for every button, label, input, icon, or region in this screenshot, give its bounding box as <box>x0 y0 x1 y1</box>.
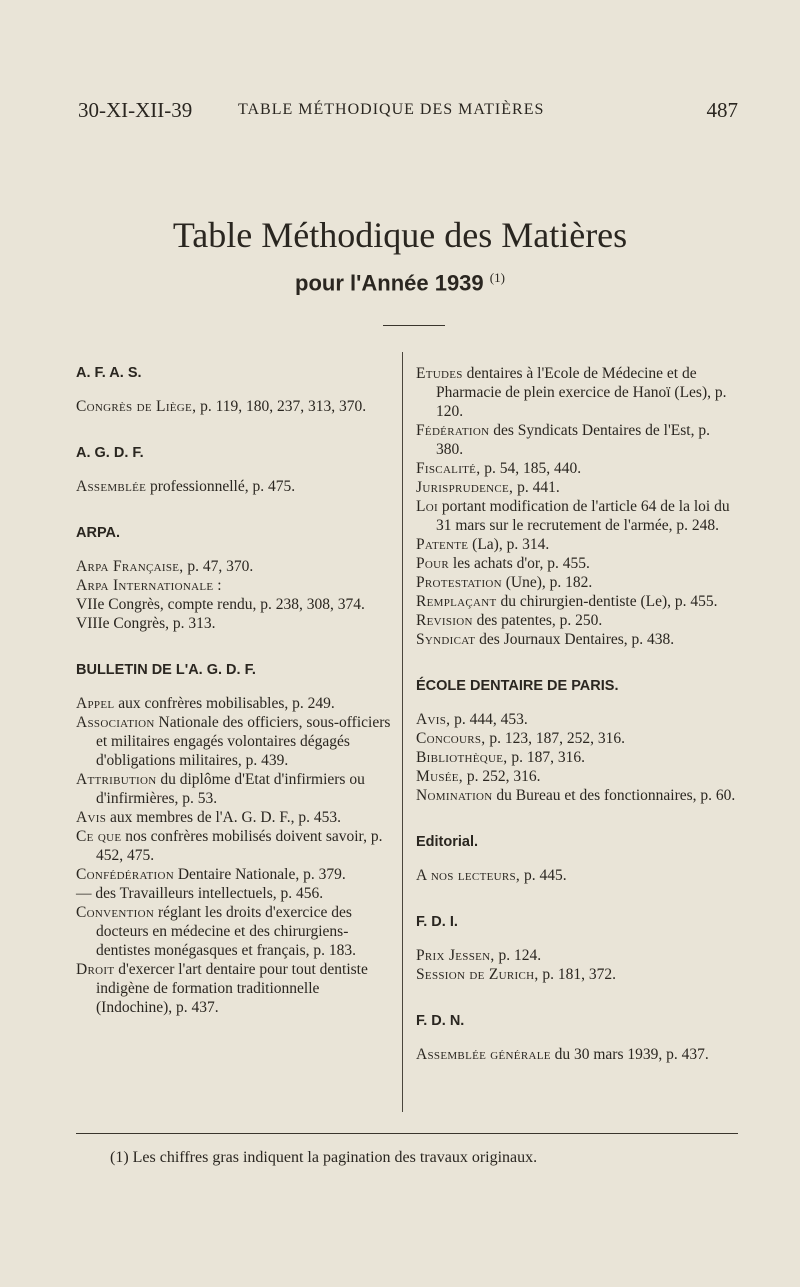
entry-text: portant modification de l'article 64 de la loi du 31 mars sur le recrutement de l'armée, p. 248. <box>436 498 730 534</box>
section-gap <box>416 1064 738 1072</box>
index-entry <box>416 710 738 729</box>
index-entry <box>416 421 738 459</box>
index-entry <box>76 694 394 713</box>
index-entry <box>76 884 394 903</box>
entry-text: p. 187, 316. <box>507 749 585 766</box>
entry-text: (La), p. 314. <box>468 536 550 553</box>
index-entry <box>416 946 738 965</box>
entry-keyword: Assemblée générale <box>416 1046 551 1063</box>
index-entry <box>76 865 394 884</box>
section-gap <box>76 416 394 424</box>
entry-keyword: Pour <box>416 555 450 572</box>
header-date: 30-XI-XII-39 <box>78 98 193 122</box>
entry-keyword: Droit <box>76 961 115 978</box>
section-heading: F. D. I. <box>416 914 458 930</box>
entry-text: des Syndicats Dentaires de l'Est, p. 380. <box>436 422 710 458</box>
entry-keyword: Musée, <box>416 768 463 785</box>
entry-keyword: Prix Jessen, <box>416 947 495 964</box>
entry-keyword: Avis, <box>416 711 451 728</box>
entry-keyword: Arpa Internationale <box>76 577 214 594</box>
entry-text: p. 124. <box>494 947 542 964</box>
entry-text: du Bureau et des fonctionnaires, p. 60. <box>492 787 736 804</box>
section-gap <box>416 984 738 992</box>
running-header <box>78 98 738 128</box>
entry-text: aux confrères mobilisables, p. 249. <box>114 695 335 712</box>
index-entry <box>416 1045 738 1064</box>
entry-keyword: Ce que <box>76 828 122 845</box>
entry-text: du chirurgien-dentiste (Le), p. 455. <box>496 593 718 610</box>
footnote-rule <box>76 1133 738 1134</box>
index-entry <box>76 713 394 770</box>
entry-text: VIIIe Congrès, p. 313. <box>76 615 216 632</box>
right-column <box>416 364 738 1072</box>
entry-keyword: Appel <box>76 695 115 712</box>
entry-keyword: Arpa Française, <box>76 558 184 575</box>
entry-keyword: Assemblée <box>76 478 147 495</box>
index-entry <box>416 573 738 592</box>
entry-text: du diplôme d'Etat d'infirmiers ou d'infirmières, p. 53. <box>96 771 365 807</box>
entry-keyword: Remplaçant <box>416 593 497 610</box>
section-gap <box>76 496 394 504</box>
entry-keyword: Confédération <box>76 866 174 883</box>
entry-keyword: Session de Zurich, <box>416 966 539 983</box>
entry-text: dentaires à l'Ecole de Médecine et de Pharmacie de plein exercice de Hanoï (Les), p. 120. <box>436 365 727 420</box>
index-entry <box>416 364 738 421</box>
entry-text: p. 47, 370. <box>183 558 254 575</box>
footnote: (1) Les chiffres gras indiquent la pagination des travaux originaux. <box>110 1149 538 1166</box>
entry-text: d'exercer l'art dentaire pour tout dentiste indigène de formation traditionnelle (Indochine), p. 437. <box>96 961 368 1016</box>
index-entry <box>76 595 394 614</box>
index-entry <box>76 557 394 576</box>
index-entry <box>76 827 394 865</box>
index-entry <box>416 611 738 630</box>
section-heading: ARPA. <box>76 525 121 541</box>
entry-keyword: Congrès de Liège, <box>76 398 197 415</box>
index-entry <box>416 497 738 535</box>
entry-keyword: A nos lecteurs, <box>416 867 521 884</box>
index-entry <box>76 808 394 827</box>
page-title: Table Méthodique des Matières <box>172 215 628 255</box>
entry-keyword: Loi <box>416 498 438 515</box>
index-entry <box>416 535 738 554</box>
entry-keyword: Avis <box>76 809 107 826</box>
entry-text: p. 123, 187, 252, 316. <box>485 730 625 747</box>
index-entry <box>76 576 394 595</box>
entry-text: aux membres de l'A. G. D. F., p. 453. <box>106 809 342 826</box>
index-entry <box>416 786 738 805</box>
entry-text: du 30 mars 1939, p. 437. <box>550 1046 709 1063</box>
section-gap <box>416 649 738 657</box>
index-entry <box>416 767 738 786</box>
index-entry <box>76 477 394 496</box>
subtitle-footnote-marker: (1) <box>489 270 505 285</box>
index-entry <box>416 965 738 984</box>
entry-keyword: Jurisprudence, <box>416 479 514 496</box>
index-entry <box>416 729 738 748</box>
index-entry <box>416 459 738 478</box>
entry-text: p. 444, 453. <box>450 711 528 728</box>
entry-text: les achats d'or, p. 455. <box>449 555 590 572</box>
entry-keyword: Association <box>76 714 155 731</box>
entry-keyword: Attribution <box>76 771 157 788</box>
index-entry <box>416 866 738 885</box>
section-heading: F. D. N. <box>416 1013 465 1029</box>
entry-keyword: Convention <box>76 904 155 921</box>
section-gap <box>416 885 738 893</box>
section-heading: A. F. A. S. <box>76 365 142 381</box>
index-entry <box>416 748 738 767</box>
section-gap <box>416 805 738 813</box>
entry-text: : <box>213 577 222 594</box>
entry-keyword: Fiscalité, <box>416 460 481 477</box>
entry-keyword: Nomination <box>416 787 493 804</box>
entry-text: Dentaire Nationale, p. 379. <box>173 866 346 883</box>
entry-keyword: Fédération <box>416 422 490 439</box>
header-running-title: TABLE MÉTHODIQUE DES MATIÈRES <box>238 101 545 118</box>
entry-text: p. 445. <box>520 867 567 884</box>
section-gap <box>76 1017 394 1025</box>
entry-keyword: Concours, <box>416 730 486 747</box>
page-subtitle <box>0 270 800 296</box>
entry-keyword: Etudes <box>416 365 463 382</box>
column-divider <box>402 352 403 1112</box>
section-heading: BULLETIN DE L'A. G. D. F. <box>76 662 256 678</box>
index-entry <box>76 770 394 808</box>
entry-text: Nationale des officiers, sous-officiers et militaires engagés volontaires dégagés d'obligations militaires, p. 439. <box>96 714 391 769</box>
index-entry <box>416 554 738 573</box>
entry-keyword: Revision <box>416 612 473 629</box>
section-heading: Editorial. <box>416 834 479 850</box>
entry-text: p. 119, 180, 237, 313, 370. <box>196 398 367 415</box>
title-rule <box>383 325 445 326</box>
entry-keyword: Bibliothèque, <box>416 749 508 766</box>
entry-text: VIIe Congrès, compte rendu, p. 238, 308, 374. <box>76 596 365 613</box>
entry-keyword: Protestation <box>416 574 502 591</box>
entry-text: professionnellé, p. 475. <box>146 478 296 495</box>
index-entry <box>76 960 394 1017</box>
subtitle-text: pour l'Année 1939 <box>295 270 484 296</box>
entry-text: p. 252, 316. <box>462 768 541 785</box>
entry-text: p. 181, 372. <box>538 966 617 983</box>
index-entry <box>416 592 738 611</box>
section-gap <box>76 633 394 641</box>
entry-text: p. 441. <box>513 479 560 496</box>
index-entry <box>416 478 738 497</box>
page-number: 487 <box>706 98 738 122</box>
entry-text: des patentes, p. 250. <box>472 612 603 629</box>
entry-text: p. 54, 185, 440. <box>480 460 582 477</box>
index-entry <box>76 397 394 416</box>
index-entry <box>76 903 394 960</box>
entry-text: réglant les droits d'exercice des docteurs en médecine et des chirurgiens-dentistes monégasques et français, p. 183. <box>96 904 356 959</box>
section-heading: A. G. D. F. <box>76 445 144 461</box>
entry-text: (Une), p. 182. <box>501 574 593 591</box>
entry-keyword: Patente <box>416 536 469 553</box>
entry-text: — des Travailleurs intellectuels, p. 456. <box>76 885 324 902</box>
left-column <box>76 364 394 1025</box>
entry-text: nos confrères mobilisés doivent savoir, p. 452, 475. <box>96 828 383 864</box>
entry-text: des Journaux Dentaires, p. 438. <box>475 631 675 648</box>
index-entry <box>76 614 394 633</box>
index-entry <box>416 630 738 649</box>
section-heading: ÉCOLE DENTAIRE DE PARIS. <box>416 678 619 694</box>
entry-keyword: Syndicat <box>416 631 476 648</box>
